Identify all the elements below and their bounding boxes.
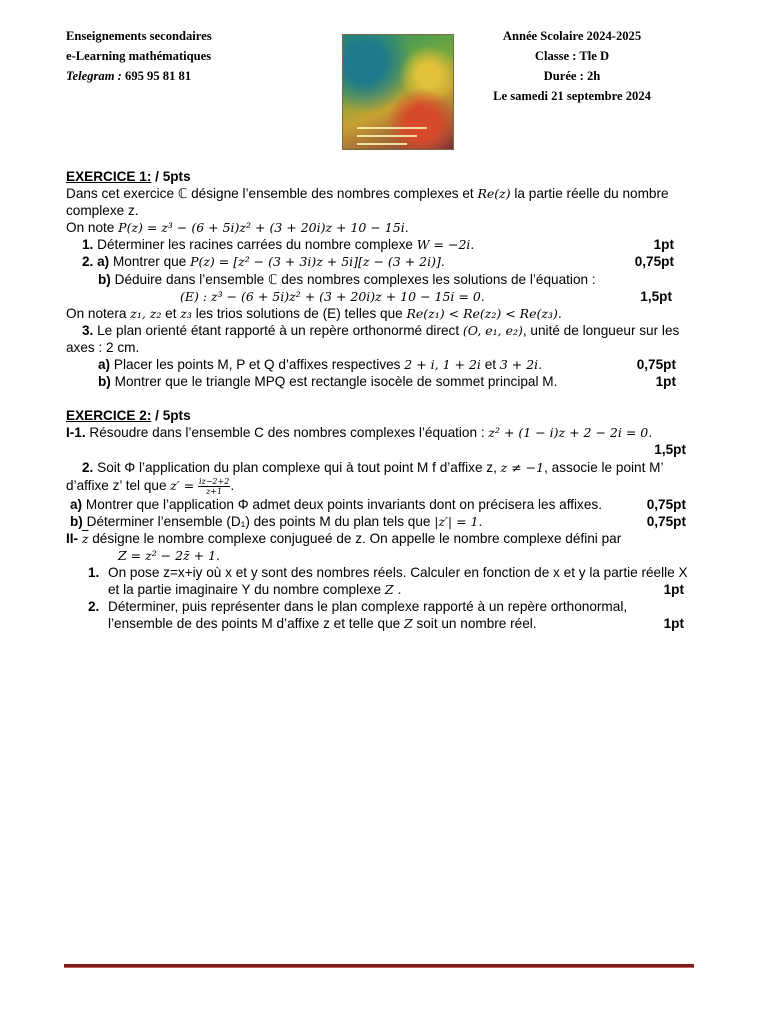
cover-line	[357, 143, 407, 145]
points: 1pt	[653, 237, 674, 253]
telegram-label: Telegram :	[66, 69, 122, 83]
ex2-ii2: 2. Déterminer, puis représenter dans le plan complexe rapporté à un repère orthonormal, l’ensemble de des points M d’affixe z et telle que Z soit un nombre réel. 1pt	[88, 599, 684, 632]
exam-content	[66, 168, 694, 632]
points: 1pt	[663, 582, 684, 598]
ex2-i2-line2: d’affixe z’ tel que z′ = $\frac{iz-2+2}{z+1}$ .	[66, 476, 235, 496]
header-program: e-Learning mathématiques	[66, 49, 212, 63]
points: 1,5pt	[640, 288, 672, 304]
ex1-polynomial: On note P(z) = z³ − (6 + 5i)z² + (3 + 20i)z + 10 − 15i.	[66, 220, 409, 236]
ex1-q3: 3. Le plan orienté étant rapporté à un repère orthonormé direct (O, e₁, e₂), unité de longueur sur les axes : 2 cm.	[66, 322, 680, 355]
points: 1pt	[663, 616, 684, 632]
telegram-number: 695 95 81 81	[125, 69, 192, 83]
ex1-q2b: b) Déduire dans l’ensemble ℂ des nombres complexes les solutions de l’équation :	[98, 271, 596, 287]
ex1-q2a: 2. a) Montrer que P(z) = [z² − (3 + 3i)z + 5i][z − (3 + 2i)]. 0,75pt	[82, 254, 674, 270]
ex2-i2b: b) Déterminer l’ensemble (D₁) des points M du plan tels que |z′| = 1. 0,75pt	[70, 513, 686, 529]
ex1-q3a: a) Placer les points M, P et Q d’affixes respectives 2 + i, 1 + 2i et 3 + 2i. 0,75pt	[98, 357, 676, 373]
points: 0,75pt	[634, 254, 674, 270]
exercise-2-title: EXERCICE 2: / 5pts	[66, 408, 191, 424]
duration-label: Durée : 2h	[543, 69, 601, 83]
exercise-1-title: EXERCICE 1: / 5pts	[66, 169, 191, 184]
header-right	[462, 26, 682, 106]
ex1-q1: 1. Déterminer les racines carrées du nombre complexe W = −2i. 1pt	[82, 237, 674, 253]
points: 0,75pt	[636, 357, 676, 373]
ex1-q3b: b) Montrer que le triangle MPQ est rectangle isocèle de sommet principal M. 1pt	[98, 374, 676, 390]
ex2-i1-points	[66, 441, 694, 458]
spacer	[66, 390, 694, 407]
ex1-solutions-note: On notera z₁, z₂ et z₃ les trios solutions de (E) telles que Re(z₁) < Re(z₂) < Re(z₃).	[66, 305, 562, 321]
cover-line	[357, 127, 427, 129]
ex2-ii1: 1. On pose z=x+iy où x et y sont des nombres réels. Calculer en fonction de x et y la partie réelle X et la partie imaginaire Y du nombre complexe Z . 1pt	[88, 564, 688, 598]
ex2-ii: II- $\overline{z}$ désigne le nombre complexe conjugueé de z. On appelle le nombre complexe défini par	[66, 530, 622, 546]
header-left	[66, 26, 212, 86]
class-label: Classe : Tle D	[534, 49, 610, 63]
header-institution: Enseignements secondaires	[66, 29, 212, 43]
fraction: $\frac{iz-2+2}{z+1}$	[198, 476, 230, 496]
points: 0,75pt	[646, 513, 686, 529]
ex2-i2a: a) Montrer que l’application Φ admet deux points invariants dont on précisera les affixes. 0,75pt	[70, 496, 686, 512]
exam-date: Le samedi 21 septembre 2024	[493, 89, 651, 103]
ex1-intro: Dans cet exercice ℂ désigne l’ensemble des nombres complexes et Re(z) la partie réelle du nombre complexe z.	[66, 186, 669, 219]
ex2-ii-eq: Z = z² − 2z̄ + 1.	[118, 547, 221, 563]
footer-rule	[64, 964, 694, 968]
ex2-i2: 2. Soit Φ l’application du plan complexe qui à tout point M f d’affixe z, z ≠ −1, associe le point M’	[82, 459, 664, 475]
points: 0,75pt	[646, 496, 686, 512]
points: 1pt	[655, 374, 676, 390]
cover-line	[357, 135, 417, 137]
school-year: Année Scolaire 2024-2025	[502, 29, 642, 43]
book-cover-image	[342, 34, 454, 150]
header-telegram	[66, 66, 212, 86]
ex1-equation-E: (E) : z³ − (6 + 5i)z² + (3 + 20i)z + 10 − 15i = 0. 1,5pt	[180, 288, 672, 304]
ex2-i1: I-1. Résoudre dans l’ensemble C des nombres complexes l’équation : z² + (1 − i)z + 2 − 2i = 0.	[66, 425, 653, 441]
points: 1,5pt	[654, 442, 686, 458]
